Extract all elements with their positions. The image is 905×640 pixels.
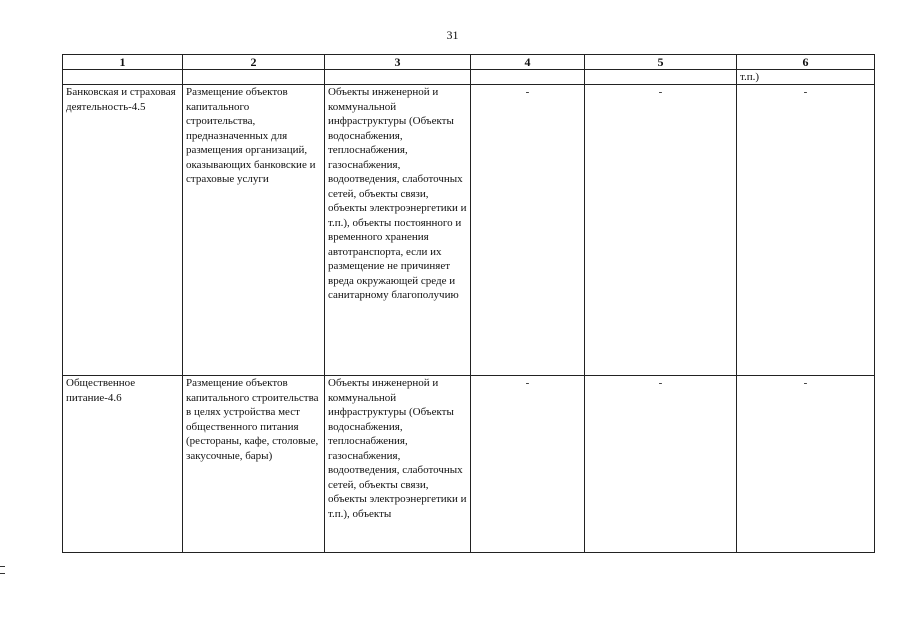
continuation-cell-1 [63, 70, 183, 85]
column-4-value: - [471, 376, 585, 553]
column-header-4: 4 [471, 55, 585, 70]
column-5-value: - [585, 85, 737, 376]
land-use-type: Общественное питание-4.6 [63, 376, 183, 553]
scan-edge-mark [0, 566, 5, 574]
auxiliary-use: Объекты инженерной и коммунальной инфраструктуры (Объекты водоснабжения, теплоснабжения, газоснабжения, водоотведения, слаботочных сетей, объекты связи, объекты электроэнергетики и т.п.), объекты [325, 376, 471, 553]
continuation-cell-6: т.п.) [737, 70, 875, 85]
column-6-value: - [737, 85, 875, 376]
continuation-cell-4 [471, 70, 585, 85]
land-use-type: Банковская и страховая деятельность-4.5 [63, 85, 183, 376]
regulations-table [62, 54, 875, 553]
column-header-2: 2 [183, 55, 325, 70]
continuation-cell-3 [325, 70, 471, 85]
table-row [63, 85, 875, 376]
column-header-5: 5 [585, 55, 737, 70]
page-number: 31 [446, 28, 459, 42]
continuation-row [63, 70, 875, 85]
column-6-value: - [737, 376, 875, 553]
auxiliary-use: Объекты инженерной и коммунальной инфраструктуры (Объекты водоснабжения, теплоснабжения, газоснабжения, водоотведения, слаботочных сетей, объекты связи, объекты электроэнергетики и т.п.), объекты постоянного и временного хранения автотранспорта, если их размещение не причиняет вреда окружающей среде и санитарному благополучию [325, 85, 471, 376]
continuation-cell-2 [183, 70, 325, 85]
column-5-value: - [585, 376, 737, 553]
column-header-3: 3 [325, 55, 471, 70]
table-row [63, 376, 875, 553]
land-use-description: Размещение объектов капитального строительства, предназначенных для размещения организаций, оказывающих банковские и страховые услуги [183, 85, 325, 376]
column-4-value: - [471, 85, 585, 376]
land-use-description: Размещение объектов капитального строительства в целях устройства мест общественного питания (рестораны, кафе, столовые, закусочные, бары) [183, 376, 325, 553]
column-header-6: 6 [737, 55, 875, 70]
continuation-cell-5 [585, 70, 737, 85]
column-header-1: 1 [63, 55, 183, 70]
header-row [63, 55, 875, 70]
